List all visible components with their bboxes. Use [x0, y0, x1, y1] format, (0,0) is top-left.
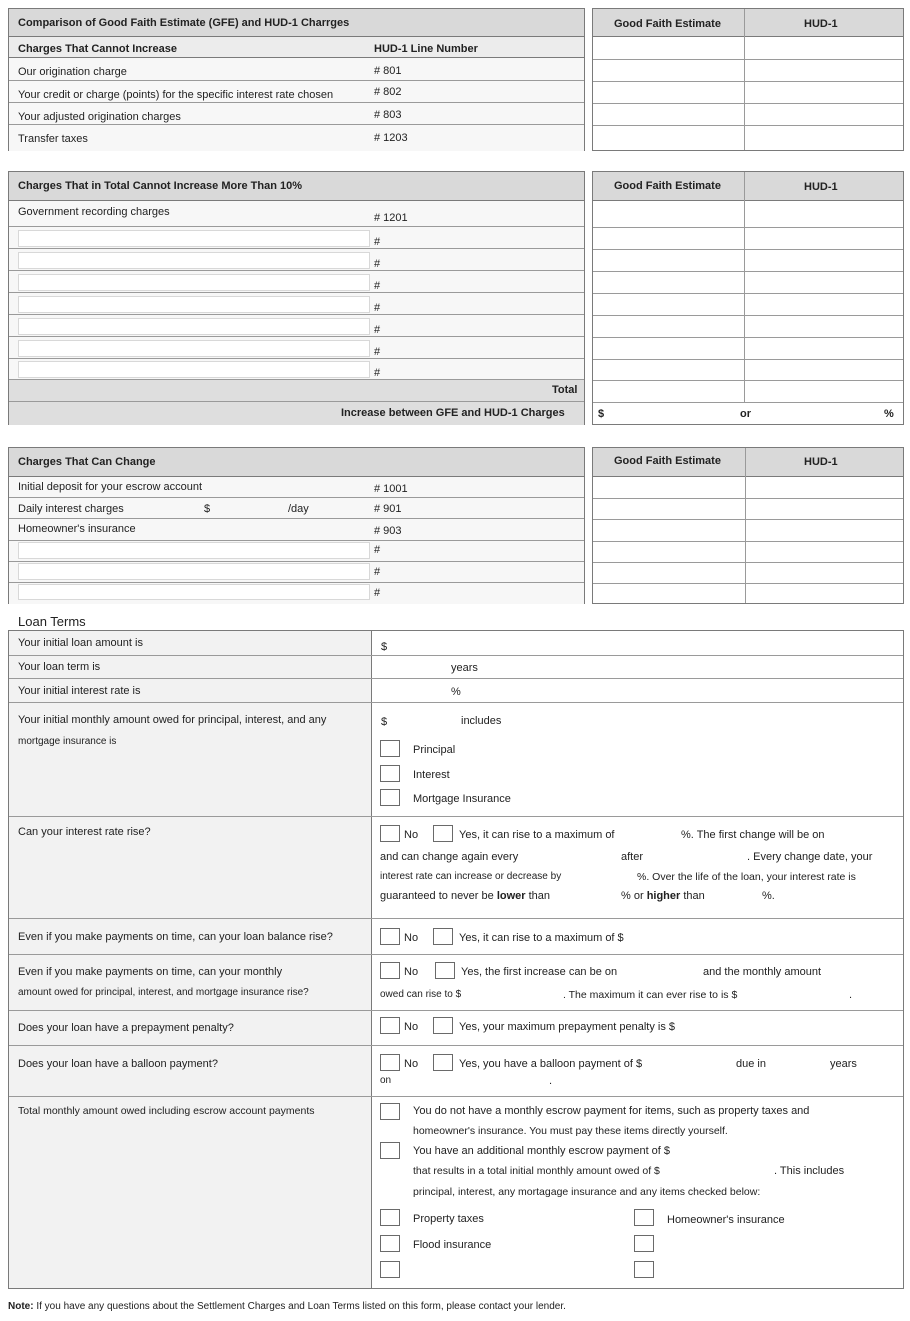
loan-term-unit: years [451, 662, 478, 674]
charge-name-input[interactable] [18, 252, 370, 269]
footer-note [8, 1301, 566, 1312]
rate-rise-yes-label: Yes, it can rise to a maximum of [459, 829, 615, 841]
interest-rate-input[interactable] [381, 682, 447, 699]
monthly-rise-no-label: No [404, 966, 419, 978]
charge-name-input[interactable] [18, 340, 370, 357]
escrow-total-text: that results in a total initial monthly amount owed of $ [413, 1165, 660, 1177]
line-number: # [374, 302, 381, 314]
line-number: # [374, 544, 381, 556]
rate-rise-than2: than [683, 890, 705, 902]
prepayment-no-label: No [404, 1021, 419, 1033]
col-hud: HUD-1 [804, 181, 838, 193]
prepayment-yes-checkbox[interactable] [433, 1017, 453, 1034]
escrow-checkbox[interactable] [380, 1142, 400, 1159]
line-number: # [374, 566, 381, 578]
rate-rise-incdec: interest rate can increase or decrease by [380, 871, 562, 882]
rate-rise-after: after [621, 851, 644, 863]
line-number: # [374, 587, 381, 599]
row-label: Your credit or charge (points) for the specific interest rate chosen [18, 89, 334, 101]
daily-interest-dollar: $ [204, 503, 211, 515]
increase-label: Increase between GFE and HUD-1 Charges [341, 407, 565, 419]
no-escrow-text: You do not have a monthly escrow payment for items, such as property taxes and [413, 1105, 810, 1117]
section2-amounts [592, 171, 904, 425]
monthly-rise-owed: owed can rise to $ [380, 989, 462, 1000]
section2-title: Charges That in Total Cannot Increase More Than 10% [18, 180, 303, 192]
prepayment-yes-label: Yes, your maximum prepayment penalty is $ [459, 1021, 676, 1033]
escrow-deposit-line: # 1001 [374, 483, 408, 495]
interest-label: Interest [413, 769, 450, 781]
rate-rise-first-change: %. The first change will be on [681, 829, 825, 841]
rate-rise-guarantee [380, 890, 550, 902]
section3-amounts [592, 447, 904, 604]
homeowners-label: Homeowner's insurance [18, 523, 136, 535]
prepayment-no-checkbox[interactable] [380, 1017, 400, 1034]
monthly-rise-label: Even if you make payments on time, can your monthly [18, 966, 283, 978]
monthly-rise-yes-checkbox[interactable] [435, 962, 455, 979]
other-item-checkbox[interactable] [634, 1261, 654, 1278]
daily-interest-line: # 901 [374, 503, 402, 515]
monthly-rise-yes-label: Yes, the first increase can be on [461, 966, 618, 978]
hud-amount-input[interactable] [745, 37, 902, 57]
line-number: # [374, 280, 381, 292]
section1-title: Comparison of Good Faith Estimate (GFE) and HUD-1 Charrges [18, 17, 350, 29]
escrow-payment-text: You have an additional monthly escrow payment of $ [413, 1145, 671, 1157]
balloon-dot: . [549, 1075, 553, 1087]
col-hud: HUD-1 [804, 456, 838, 468]
balloon-no-label: No [404, 1058, 419, 1070]
balloon-no-checkbox[interactable] [380, 1054, 400, 1071]
principal-checkbox[interactable] [380, 740, 400, 757]
increase-percent-input[interactable] [758, 403, 878, 421]
loan-amount-input[interactable] [392, 635, 592, 652]
charge-name-input[interactable] [18, 230, 370, 247]
row-label: Your adjusted origination charges [18, 111, 181, 123]
balloon-on: on [380, 1075, 392, 1086]
balloon-label: Does your loan have a balloon payment? [18, 1058, 218, 1070]
balloon-years: years [830, 1058, 857, 1070]
no-escrow-text-2: homeowner's insurance. You must pay these items directly yourself. [413, 1125, 728, 1137]
loan-term-input[interactable] [381, 658, 447, 675]
balance-rise-no-label: No [404, 932, 419, 944]
interest-checkbox[interactable] [380, 765, 400, 782]
no-escrow-checkbox[interactable] [380, 1103, 400, 1120]
monthly-amount-dollar: $ [381, 716, 388, 728]
rate-rise-pct: %. [762, 890, 775, 902]
balloon-yes-label: Yes, you have a balloon payment of $ [459, 1058, 643, 1070]
other-item-checkbox[interactable] [634, 1235, 654, 1252]
monthly-rise-no-checkbox[interactable] [380, 962, 400, 979]
charge-name-input[interactable] [18, 563, 370, 580]
property-taxes-checkbox[interactable] [380, 1209, 400, 1226]
col-gfe: Good Faith Estimate [614, 18, 721, 30]
daily-interest-per: /day [288, 503, 309, 515]
monthly-rise-dot: . [849, 989, 853, 1001]
rate-rise-higher: higher [646, 890, 681, 902]
charge-name-input[interactable] [18, 584, 370, 600]
charge-name-input[interactable] [18, 542, 370, 559]
total-label: Total [552, 384, 578, 396]
mortgage-insurance-checkbox[interactable] [380, 789, 400, 806]
line-number: # [374, 236, 381, 248]
interest-rate-label: Your initial interest rate is [18, 685, 141, 697]
property-taxes-label: Property taxes [413, 1213, 484, 1225]
prepayment-label: Does your loan have a prepayment penalty? [18, 1022, 234, 1034]
homeowners-line: # 903 [374, 525, 402, 537]
section1-sub-left: Charges That Cannot Increase [18, 43, 177, 55]
principal-label: Principal [413, 744, 456, 756]
row-label: Our origination charge [18, 66, 127, 78]
rate-rise-every: . Every change date, your [747, 851, 873, 863]
homeowners-insurance-label: Homeowner's insurance [667, 1214, 785, 1226]
increase-or: or [740, 408, 751, 420]
rate-rise-lower: lower [496, 890, 526, 902]
monthly-amount-input[interactable] [392, 711, 456, 728]
monthly-rise-max: . The maximum it can ever rise to is $ [563, 989, 738, 1001]
gov-recording-line: # 1201 [374, 212, 408, 224]
row-label: Transfer taxes [18, 133, 88, 145]
section-cannot-increase [8, 8, 585, 151]
balance-rise-no-checkbox[interactable] [380, 928, 400, 945]
other-item-checkbox[interactable] [380, 1261, 400, 1278]
charge-name-input[interactable] [18, 296, 370, 313]
rate-rise-life: %. Over the life of the loan, your interest rate is [637, 871, 856, 883]
monthly-amount-label: Your initial monthly amount owed for principal, interest, and any [18, 714, 327, 726]
escrow-deposit-label: Initial deposit for your escrow account [18, 481, 203, 493]
escrow-total-items: principal, interest, any mortagage insurance and any items checked below: [413, 1186, 761, 1198]
rate-rise-yes-checkbox[interactable] [433, 825, 453, 842]
balance-rise-yes-checkbox[interactable] [433, 928, 453, 945]
charge-name-input[interactable] [18, 274, 370, 291]
increase-percent: % [884, 408, 894, 420]
homeowners-insurance-checkbox[interactable] [634, 1209, 654, 1226]
escrow-total-includes: . This includes [774, 1165, 845, 1177]
rate-rise-than: than [528, 890, 551, 902]
monthly-rise-label-2: amount owed for principal, interest, and mortgage insurance rise? [18, 987, 309, 998]
line-number: # [374, 346, 381, 358]
gfe-amount-input[interactable] [594, 37, 742, 57]
escrow-label: Total monthly amount owed including escrow account payments [18, 1105, 315, 1117]
col-hud: HUD-1 [804, 18, 838, 30]
rate-rise-higher-line [621, 890, 705, 902]
monthly-rise-and: and the monthly amount [703, 966, 822, 978]
row-line: # 801 [374, 65, 402, 77]
balance-rise-label: Even if you make payments on time, can your loan balance rise? [18, 931, 333, 943]
charge-name-input[interactable] [18, 361, 370, 378]
col-gfe: Good Faith Estimate [614, 455, 721, 467]
increase-dollar: $ [598, 408, 605, 420]
balloon-yes-checkbox[interactable] [433, 1054, 453, 1071]
loan-amount-label: Your initial loan amount is [18, 637, 143, 649]
balance-rise-yes-label: Yes, it can rise to a maximum of $ [459, 932, 624, 944]
section1-sub-right: HUD-1 Line Number [374, 43, 478, 55]
flood-insurance-label: Flood insurance [413, 1239, 492, 1251]
loan-terms-title: Loan Terms [18, 614, 86, 629]
line-number: # [374, 324, 381, 336]
row-line: # 802 [374, 86, 402, 98]
rate-rise-again: and can change again every [380, 851, 519, 863]
daily-interest-label: Daily interest charges [18, 503, 124, 515]
balloon-due: due in [736, 1058, 766, 1070]
monthly-amount-label-2: mortgage insurance is [18, 736, 117, 747]
mortgage-insurance-label: Mortgage Insurance [413, 793, 511, 805]
note-bold: Note: [8, 1301, 34, 1312]
interest-rate-unit: % [451, 686, 461, 698]
line-number: # [374, 367, 381, 379]
section3-title: Charges That Can Change [18, 456, 156, 468]
rate-rise-label: Can your interest rate rise? [18, 826, 151, 838]
rate-rise-or: % or [621, 890, 644, 902]
increase-amount-input[interactable] [608, 403, 733, 421]
line-number: # [374, 258, 381, 270]
monthly-includes: includes [461, 715, 502, 727]
charge-name-input[interactable] [18, 318, 370, 335]
gov-recording-label: Government recording charges [18, 206, 170, 218]
loan-amount-dollar: $ [381, 641, 388, 653]
row-line: # 1203 [374, 132, 408, 144]
rate-rise-no-checkbox[interactable] [380, 825, 400, 842]
loan-term-label: Your loan term is [18, 661, 101, 673]
row-line: # 803 [374, 109, 402, 121]
flood-insurance-checkbox[interactable] [380, 1235, 400, 1252]
col-gfe: Good Faith Estimate [614, 180, 721, 192]
note-text: If you have any questions about the Settlement Charges and Loan Terms listed on this form, please contact your lender. [33, 1301, 566, 1312]
rate-rise-no-label: No [404, 829, 419, 841]
rate-rise-guar-text: guaranteed to never be [380, 890, 494, 902]
